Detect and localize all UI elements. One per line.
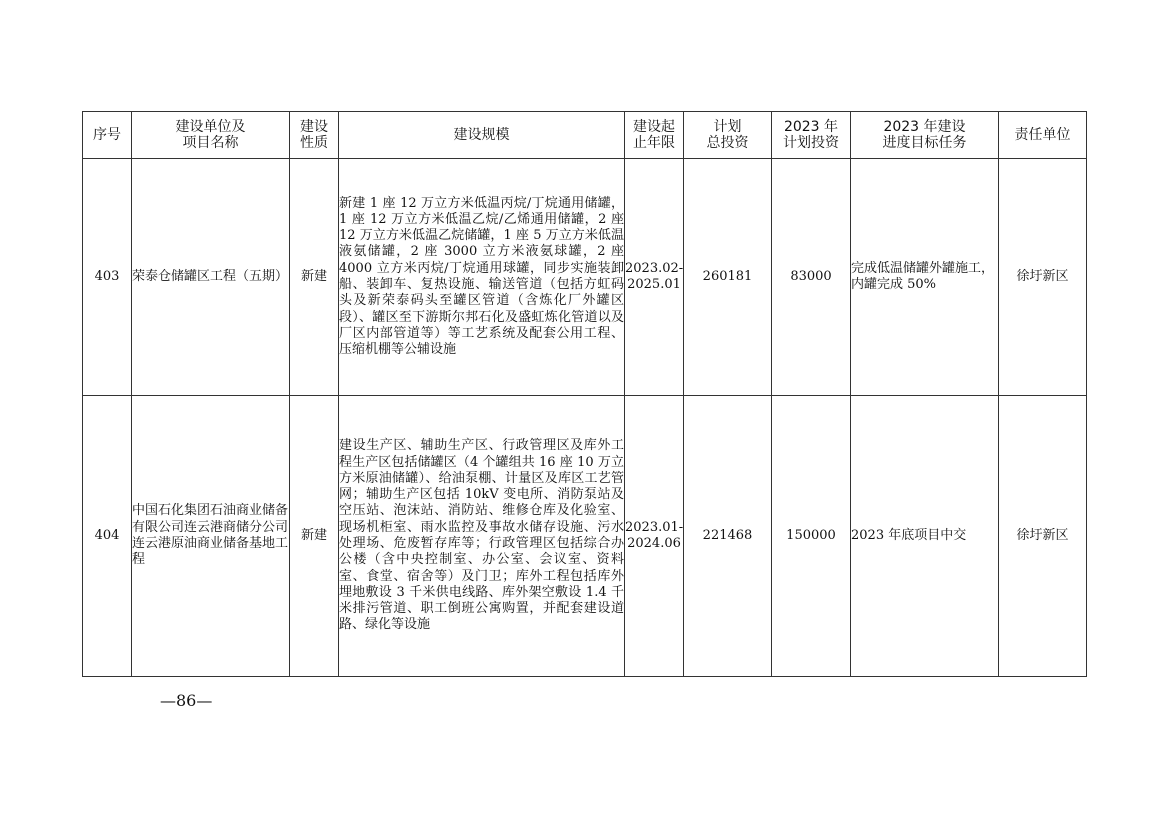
cell-project-name: 中国石化集团石油商业储备有限公司连云港商储分公司连云港原油商业储备基地工程 bbox=[132, 396, 290, 677]
table-row bbox=[83, 159, 1087, 396]
header-seq: 序号 bbox=[83, 112, 132, 159]
header-responsible: 责任单位 bbox=[999, 112, 1087, 159]
cell-scale: 新建 1 座 12 万立方米低温丙烷/丁烷通用储罐，1 座 12 万立方米低温乙烷/乙烯通用储罐，2 座 12 万立方米低温乙烷储罐，1 座 5 万立方米低温液氨储罐，2 座 3000 立方米液氨球罐，2 座 4000 立方米丙烷/丁烷通用球罐，同步实施装卸船、装卸车、复热设施、输送管道（包括方虹码头及新荣泰码头至罐区管道（含炼化厂外罐区段）、罐区至下游斯尔邦石化及盛虹炼化管道以及厂区内部管道等）等工艺系统及配套公用工程、压缩机棚等公辅设施 bbox=[339, 159, 625, 396]
cell-seq: 403 bbox=[83, 159, 132, 396]
cell-total-invest: 221468 bbox=[684, 396, 772, 677]
cell-responsible: 徐圩新区 bbox=[999, 159, 1087, 396]
header-total-invest: 计划 总投资 bbox=[684, 112, 772, 159]
cell-seq: 404 bbox=[83, 396, 132, 677]
cell-goal-2023: 2023 年底项目中交 bbox=[851, 396, 999, 677]
cell-plan-2023: 83000 bbox=[772, 159, 851, 396]
header-nature: 建设 性质 bbox=[290, 112, 339, 159]
cell-period: 2023.01- 2024.06 bbox=[625, 396, 684, 677]
cell-responsible: 徐圩新区 bbox=[999, 396, 1087, 677]
cell-scale: 建设生产区、辅助生产区、行政管理区及库外工程生产区包括储罐区（4 个罐组共 16 座 10 万立方米原油储罐）、给油泵棚、计量区及库区工艺管网；辅助生产区包括 10kV 变电所、消防泵站及空压站、泡沫站、消防站、维修仓库及化验室、现场机柜室、雨水监控及事故水储存设施、污水处理场、危废暂存库等；行政管理区包括综合办公楼（含中央控制室、办公室、会议室、资料室、食堂、宿舍等）及门卫；库外工程包括库外埋地敷设 3 千米供电线路、库外架空敷设 1.4 千米排污管道、职工倒班公寓购置，并配套建设道路、绿化等设施 bbox=[339, 396, 625, 677]
header-unit-name: 建设单位及 项目名称 bbox=[132, 112, 290, 159]
header-row bbox=[83, 112, 1087, 159]
cell-plan-2023: 150000 bbox=[772, 396, 851, 677]
project-table bbox=[82, 111, 1087, 677]
header-period: 建设起 止年限 bbox=[625, 112, 684, 159]
cell-total-invest: 260181 bbox=[684, 159, 772, 396]
header-scale: 建设规模 bbox=[339, 112, 625, 159]
cell-nature: 新建 bbox=[290, 396, 339, 677]
cell-goal-2023: 完成低温储罐外罐施工，内罐完成 50% bbox=[851, 159, 999, 396]
header-plan-2023: 2023 年 计划投资 bbox=[772, 112, 851, 159]
cell-project-name: 荣泰仓储罐区工程（五期） bbox=[132, 159, 290, 396]
page-number: —86— bbox=[160, 691, 213, 710]
cell-period: 2023.02- 2025.01 bbox=[625, 159, 684, 396]
header-goal-2023: 2023 年建设 进度目标任务 bbox=[851, 112, 999, 159]
table-row bbox=[83, 396, 1087, 677]
cell-nature: 新建 bbox=[290, 159, 339, 396]
